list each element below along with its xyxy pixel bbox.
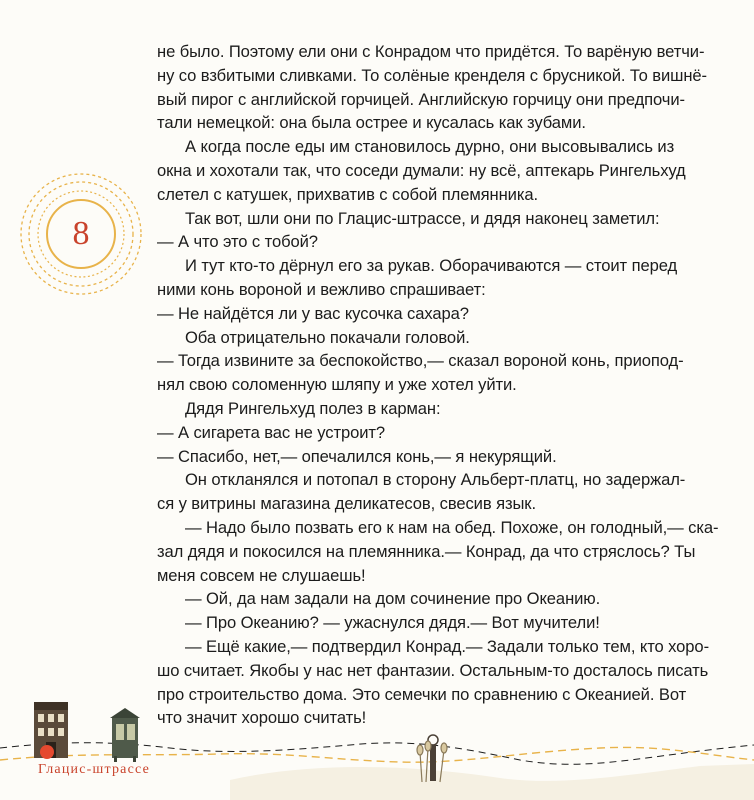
text-line: Он откланялся и потопал в сторону Альберт-платц, но задержал- [185,470,686,490]
text-line: про строительство дома. Это семечки по сравнению с Океанией. Вот [157,684,687,704]
text-line: — Тогда извините за беспокойство,— сказал вороной конь, приопод- [157,351,684,371]
chapter-number: 8 [72,215,90,252]
text-line: ся у витрины магазина деликатесов, свесив язык. [157,494,536,514]
text-line: — Надо было позвать его к нам на обед. Похоже, он голодный,— ска- [185,517,719,537]
cabinet-icon [110,708,140,762]
text-line: — А что это с тобой? [157,232,318,252]
text-line: шо считает. Якобы у нас нет фантазии. Остальным-то досталось писать [157,660,709,680]
text-line: И тут кто-то дёрнул его за рукав. Оборачиваются — стоит перед [185,256,678,276]
street-illustration [0,690,754,800]
chapter-badge [17,170,145,298]
text-line: Дядя Рингельхуд полез в карман: [185,398,441,418]
chapter-text [157,40,723,730]
text-line: ну со взбитыми сливками. То солёные кренделя с брусникой. То вишнё- [157,65,707,85]
text-line: не было. Поэтому ели они с Конрадом что придётся. То варёную ветчи- [157,42,705,61]
road-band [230,764,754,800]
text-line: — Не найдётся ли у вас кусочка сахара? [157,303,469,323]
text-line: — Ой, да нам задали на дом сочинение про Океанию. [185,589,601,609]
text-line: — Ещё какие,— подтвердил Конрад.— Задали только тем, кто хоро- [185,636,709,656]
text-line: вый пирог с английской горчицей. Английскую горчицу они предпочи- [157,89,685,109]
text-line: А когда после еды им становилось дурно, они высовывались из [185,137,675,157]
text-line: — А сигарета вас не устроит? [157,422,386,442]
text-line: ними конь вороной и вежливо спрашивает: [157,279,486,299]
text-line: слетел с катушек, прихватив с собой племянника. [157,184,538,204]
text-line: нял свою соломенную шляпу и уже хотел уйти. [157,375,517,395]
text-line: — Спасибо, нет,— опечалился конь,— я некурящий. [157,446,557,466]
text-line: зал дядя и покосился на племянника.— Конрад, да что стряслось? Ты [157,541,696,561]
text-line: тали немецкой: она была острее и кусалась как зубами. [157,113,586,133]
apple-icon [40,745,54,759]
text-line: Так вот, шли они по Глацис-штрассе, и дядя наконец заметил: [185,208,660,228]
text-line: что значит хорошо считать! [157,708,367,728]
text-line: окна и хохотали так, что соседи думали: ну всё, аптекарь Рингельхуд [157,160,686,180]
street-name-caption: Глацис-штрассе [38,762,150,777]
text-line: Оба отрицательно покачали головой. [185,327,470,347]
text-line: — Про Океанию? — ужаснулся дядя.— Вот мучители! [185,613,600,633]
text-line: меня совсем не слушаешь! [157,565,366,585]
